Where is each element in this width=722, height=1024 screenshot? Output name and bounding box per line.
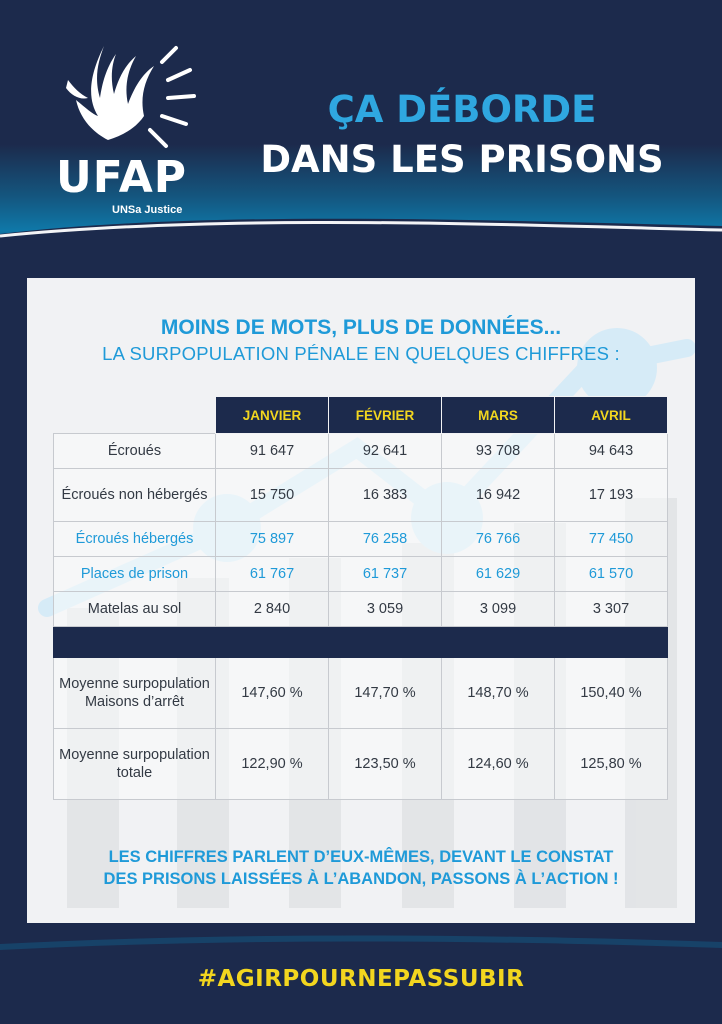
header-corner — [54, 397, 216, 434]
row-label: Écroués hébergés — [54, 522, 216, 557]
table-cell: 75 897 — [216, 522, 329, 557]
separator-bar — [54, 627, 668, 658]
column-header-march: MARS — [442, 397, 555, 434]
table-cell: 76 766 — [442, 522, 555, 557]
header-banner — [0, 0, 722, 262]
table-row — [54, 557, 668, 592]
table-cell: 3 099 — [442, 592, 555, 627]
table-cell: 150,40 % — [555, 658, 668, 729]
row-label: Moyenne surpopulation totale — [54, 729, 216, 800]
column-header-april: AVRIL — [555, 397, 668, 434]
row-label: Moyenne surpopulation Maisons d’arrêt — [54, 658, 216, 729]
column-header-january: JANVIER — [216, 397, 329, 434]
conclusion-line1: LES CHIFFRES PARLENT D’EUX-MÊMES, DEVANT LE CONSTAT — [108, 848, 614, 866]
footer-hashtag: #AGIRPOURNEPASSUBIR — [197, 966, 525, 992]
data-card — [27, 278, 695, 923]
table-row — [54, 469, 668, 522]
ufap-logo — [52, 44, 202, 219]
row-label: Places de prison — [54, 557, 216, 592]
table-cell: 147,60 % — [216, 658, 329, 729]
table-cell: 15 750 — [216, 469, 329, 522]
table-cell: 93 708 — [442, 434, 555, 469]
table-cell: 94 643 — [555, 434, 668, 469]
table-cell: 77 450 — [555, 522, 668, 557]
table-cell: 122,90 % — [216, 729, 329, 800]
conclusion-text — [27, 846, 695, 890]
table-cell: 123,50 % — [329, 729, 442, 800]
table-cell: 61 737 — [329, 557, 442, 592]
table-cell: 91 647 — [216, 434, 329, 469]
logo-subtitle: UNSa Justice — [112, 204, 183, 216]
table-cell: 147,70 % — [329, 658, 442, 729]
table-row — [54, 592, 668, 627]
statistics-table — [53, 396, 668, 800]
conclusion-line2: DES PRISONS LAISSÉES À L’ABANDON, PASSONS À L’ACTION ! — [103, 870, 619, 888]
page-title-line1: ÇA DÉBORDE — [327, 88, 597, 131]
page-title-line2: DANS LES PRISONS — [260, 138, 664, 181]
table-cell: 76 258 — [329, 522, 442, 557]
table-header-row — [54, 397, 668, 434]
table-cell: 16 383 — [329, 469, 442, 522]
table-cell: 3 059 — [329, 592, 442, 627]
table-row — [54, 522, 668, 557]
table-cell: 17 193 — [555, 469, 668, 522]
section-subheading: LA SURPOPULATION PÉNALE EN QUELQUES CHIFFRES : — [102, 343, 620, 364]
table-cell: 125,80 % — [555, 729, 668, 800]
bird-flame-icon — [58, 44, 198, 154]
table-cell: 2 840 — [216, 592, 329, 627]
table-cell: 61 629 — [442, 557, 555, 592]
section-heading: MOINS DE MOTS, PLUS DE DONNÉES... — [160, 316, 562, 339]
table-cell: 124,60 % — [442, 729, 555, 800]
footer-wave — [0, 930, 722, 970]
row-label: Écroués — [54, 434, 216, 469]
table-cell: 61 570 — [555, 557, 668, 592]
column-header-february: FÉVRIER — [329, 397, 442, 434]
table-cell: 148,70 % — [442, 658, 555, 729]
table-row — [54, 729, 668, 800]
row-label: Écroués non hébergés — [54, 469, 216, 522]
row-label: Matelas au sol — [54, 592, 216, 627]
logo-wordmark: UFAP — [56, 152, 188, 203]
table-row — [54, 658, 668, 729]
table-cell: 16 942 — [442, 469, 555, 522]
table-cell: 61 767 — [216, 557, 329, 592]
table-separator-row — [54, 627, 668, 658]
table-row — [54, 434, 668, 469]
table-cell: 92 641 — [329, 434, 442, 469]
table-cell: 3 307 — [555, 592, 668, 627]
